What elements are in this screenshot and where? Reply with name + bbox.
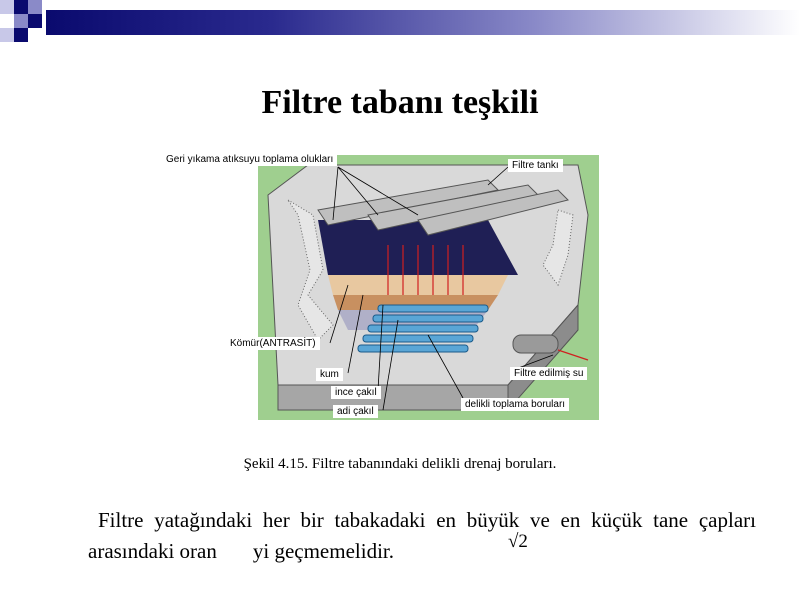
filter-bed-illustration xyxy=(166,154,599,420)
slide-title: Filtre tabanı teşkili xyxy=(261,84,539,121)
filter-tank-drawing xyxy=(258,155,599,420)
label-filter-tank: Filtre tankı xyxy=(508,159,563,172)
label-filtered-water: Filtre edilmiş su xyxy=(510,367,587,380)
decor-square xyxy=(28,0,42,14)
decor-square xyxy=(14,14,28,28)
paragraph-text-part2: yi geçmemelidir. xyxy=(252,539,394,563)
slide-header-decoration xyxy=(0,0,800,48)
body-paragraph xyxy=(88,505,756,567)
figure-caption: Şekil 4.15. Filtre tabanındaki delikli drenaj boruları. xyxy=(243,456,557,472)
decor-square xyxy=(14,0,28,14)
label-wash-troughs: Geri yıkama atıksuyu toplama olukları xyxy=(162,153,337,166)
paragraph-text-part1: Filtre yatağındaki her bir tabakadaki en büyük ve en küçük tane çapları arasındaki oran xyxy=(88,508,756,563)
decor-square xyxy=(28,14,42,28)
label-drain-pipes: delikli toplama boruları xyxy=(461,398,569,411)
label-fine-gravel: ince çakıl xyxy=(331,386,381,399)
decor-square xyxy=(0,0,14,14)
label-anthracite: Kömür(ANTRASİT) xyxy=(226,337,320,350)
sqrt-ratio: √2 xyxy=(508,531,528,552)
header-gradient-bar xyxy=(46,10,800,35)
decor-square xyxy=(0,28,14,42)
label-gravel: adi çakıl xyxy=(333,405,378,418)
decor-square xyxy=(14,28,28,42)
label-sand: kum xyxy=(316,368,343,381)
